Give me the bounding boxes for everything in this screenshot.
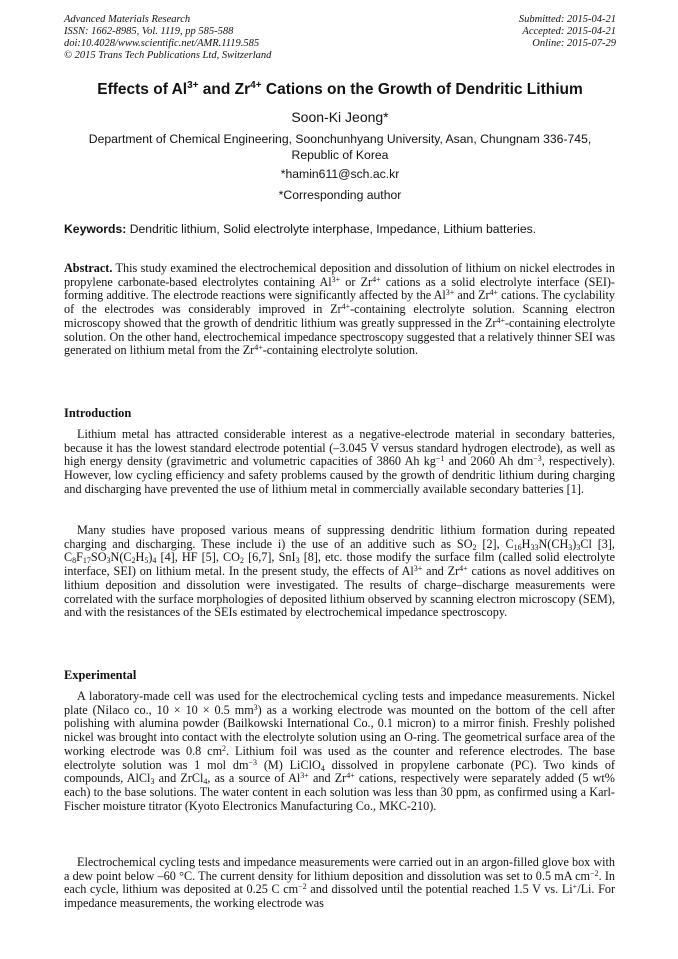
accepted-date: Accepted: 2015-04-21	[522, 26, 616, 37]
keywords-label: Keywords:	[64, 222, 127, 236]
experimental-paragraph: A laboratory-made cell was used for the electrochemical cycling tests and impedance measurements. Nickel plate (Nilaco co., 10 × 10 × 0.5 $mm^3$) as a working electrode was mounted on the bottom of the cell after polishing with alumina powder (Bailkowski International Co., 0.1 micron) to a mirror finish. Freshly polished nickel was brought into contact with the electrolyte solution using an O-ring. The geometrical surface area of the working electrode was 0.8 $cm^2$. Lithium foil was used as the counter and reference electrodes. The base electrolyte solution was 1 mol $dm^{-3}$ (M) LiClO$_4$ dissolved in propylene carbonate (PC). Two kinds of compounds, AlCl$_3$ and ZrCl$_4$, as a source of $Al^{3+}$ and $Zr^{4+}$ cations, respectively were separately added (5 wt% each) to the base solutions. The water content in each solution was less than 30 ppm, as confirmed using a Karl-Fischer moisture titrator (Kyoto Electronics Manufacturing Co., MKC-210).	[64, 689, 615, 813]
section-heading-introduction: Introduction	[64, 406, 132, 420]
corresponding-note: *Corresponding author	[278, 188, 402, 202]
introduction-paragraph: Lithium metal has attracted considerable interest as a negative-electrode material in secondary batteries, because it has the lowest standard electrode potential (–3.045 V versus standard hydrogen electrode), as well as high energy density (gravimetric and volumetric capacities of 3860 Ah $kg^{-1}$ and 2060 Ah $dm^{-3}$, respectively). However, low cycling efficiency and safety problems caused by the growth of dendritic lithium during charging and discharging have prevented the use of lithium metal in commercially available secondary batteries [1].	[64, 427, 615, 496]
author-email: *hamin611@sch.ac.kr	[280, 167, 400, 181]
journal-info	[64, 14, 271, 62]
author-name: Soon-Ki Jeong*	[291, 109, 389, 125]
doi-line: doi:10.4028/www.scientific.net/AMR.1119.585	[64, 38, 260, 49]
affiliation-line: Department of Chemical Engineering, Soonchunhyang University, Asan, Chungnam 336-745,	[88, 132, 592, 146]
keywords	[64, 222, 616, 236]
introduction-paragraph: Many studies have proposed various means of suppressing dendritic lithium formation during repeated charging and discharging. These include i) the use of an additive such as $SO_2$ [2], $C_{16}H_{33}N(CH_3)_3Cl$ [3], $C_8F_{17}SO_3N(C_2H_5)_4$ [4], HF [5], $CO_2$ [6,7], SnI$_3$ [8], etc. those modify the surface film (called solid electrolyte interface, SEI) on lithium metal. In the present study, the effects of $Al^{3+}$ and $Zr^{4+}$ cations as novel additives on lithium deposition and dissolution were investigated. The results of charge–discharge measurements were correlated with the surface morphologies of deposited lithium observed by scanning electron microscopy (SEM), and with the resistances of the SEIs estimated by electrochemical impedance spectroscopy.	[64, 523, 615, 620]
abstract-paragraph: Abstract. This study examined the electrochemical deposition and dissolution of lithium on nickel electrodes in propylene carbonate-based electrolytes containing $Al^{3+}$ or $Zr^{4+}$ cations as a solid electrolyte interface (SEI)-forming additive. The electrode reactions were significantly affected by the $Al^{3+}$ and $Zr^{4+}$ cations. The cyclability of the electrodes was considerably improved in $Zr^{4+}$-containing electrolyte solution. Scanning electron microscopy showed that the growth of dendritic lithium was greatly suppressed in the $Zr^{4+}$-containing electrolyte solution. On the other hand, electrochemical impedance spectroscopy suggested that a relatively thinner SEI was generated on lithium metal from the $Zr^{4+}$-containing electrolyte solution.	[64, 261, 615, 358]
issn-line: ISSN: 1662-8985, Vol. 1119, pp 585-588	[64, 26, 234, 37]
affiliation-line: Republic of Korea	[291, 148, 389, 162]
online-date: Online: 2015-07-29	[532, 38, 616, 49]
abstract-label: Abstract.	[64, 261, 113, 275]
paper-title: Effects of $Al^{3+}$ and $Zr^{4+}$ Cations on the Growth of Dendritic Lithium	[97, 80, 583, 99]
submitted-date: Submitted: 2015-04-21	[518, 14, 616, 25]
section-heading-experimental: Experimental	[64, 668, 137, 682]
journal-name: Advanced Materials Research	[64, 14, 191, 25]
copyright-line: © 2015 Trans Tech Publications Ltd, Switzerland	[64, 50, 272, 61]
affiliation	[64, 131, 616, 163]
keywords-text: Dendritic lithium, Solid electrolyte interphase, Impedance, Lithium batteries.	[126, 222, 537, 236]
experimental-paragraph: Electrochemical cycling tests and impedance measurements were carried out in an argon-filled glove box with a dew point below –60 °C. The current density for lithium deposition and dissolution was set to 0.5 mA $cm^{-2}$. In each cycle, lithium was deposited at 0.25 C $cm^{-2}$ and dissolved until the potential reached 1.5 V vs. Li+/Li. For impedance measurements, the working electrode was	[64, 855, 616, 911]
publication-dates	[519, 14, 616, 50]
